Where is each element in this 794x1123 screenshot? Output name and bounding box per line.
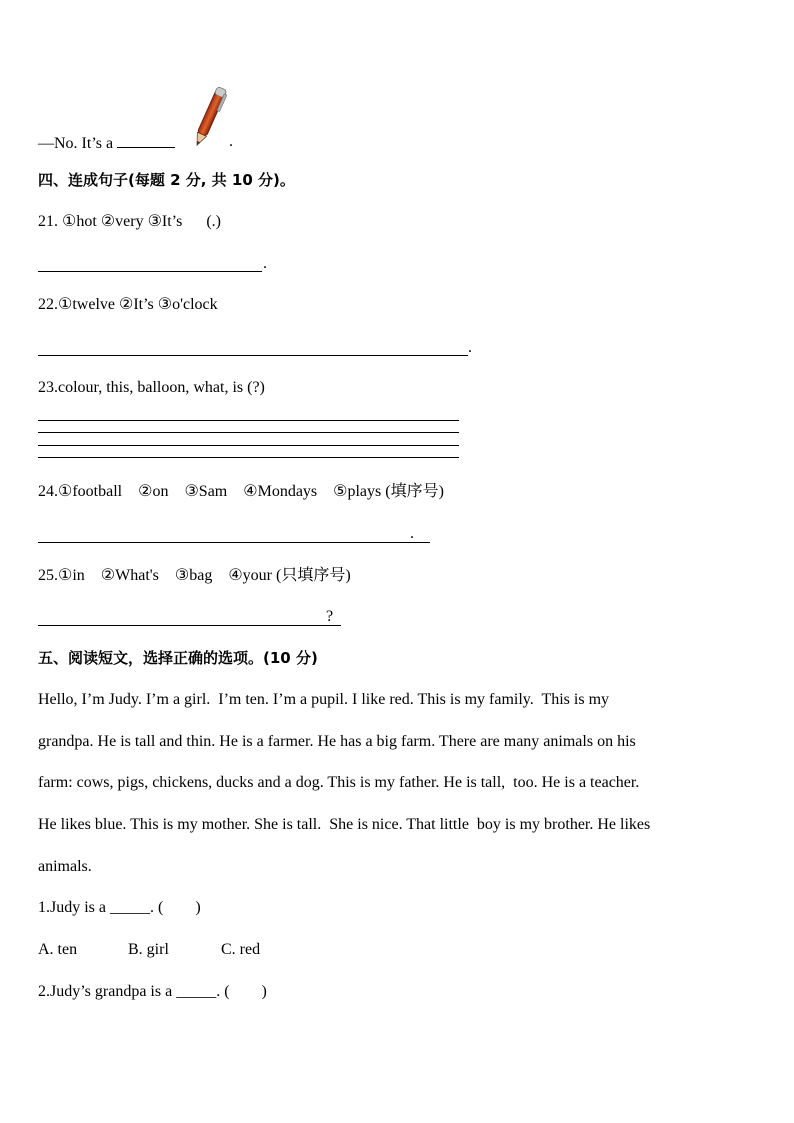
answer-end-22: . [468, 339, 472, 356]
question-21: 21. ①hot ②very ③It’s (.) [38, 213, 222, 230]
option-b[interactable]: B. girl [128, 941, 169, 958]
option-c[interactable]: C. red [221, 941, 261, 958]
answer-end-21: . [263, 255, 267, 272]
section-5-title: 五、阅读短文，选择正确的选项。(10 分) [38, 649, 318, 667]
section-4-title: 四、连成句子(每题 2 分, 共 10 分)。 [38, 171, 295, 189]
passage-line-1: Hello, I’m Judy. I’m a girl. I’m ten. I’m a pupil. I like red. This is my family. This is my [38, 691, 610, 708]
question-2-stem: 2.Judy’s grandpa is a _____. ( ) [38, 983, 267, 1000]
question-25: 25.①in ②What's ③bag ④your (只填序号) [38, 567, 351, 584]
answer-line-23d[interactable] [38, 457, 459, 458]
answer-line-25[interactable] [38, 625, 341, 626]
answer-blank[interactable] [117, 133, 175, 148]
option-a[interactable]: A. ten [38, 941, 78, 958]
passage-line-5: animals. [38, 858, 92, 875]
prompt-prefix: —No. It’s a [38, 135, 114, 152]
answer-line-23c[interactable] [38, 445, 459, 446]
answer-line-23b[interactable] [38, 432, 459, 433]
passage-line-3: farm: cows, pigs, chickens, ducks and a dog. This is my father. He is tall, too. He is a teacher. [38, 774, 640, 791]
answer-line-21[interactable] [38, 271, 262, 272]
prompt-suffix: . [229, 133, 233, 150]
passage-line-4: He likes blue. This is my mother. She is tall. She is nice. That little boy is my brother. He likes [38, 816, 651, 833]
pencil-icon [188, 82, 232, 150]
answer-line-22[interactable] [38, 355, 468, 356]
question-1-stem: 1.Judy is a _____. ( ) [38, 899, 201, 916]
passage-line-2: grandpa. He is tall and thin. He is a farmer. He has a big farm. There are many animals on his [38, 733, 636, 750]
question-22: 22.①twelve ②It’s ③o'clock [38, 296, 218, 313]
question-23: 23.colour, this, balloon, what, is (?) [38, 379, 265, 396]
answer-line-24[interactable] [38, 542, 430, 543]
question-24: 24.①football ②on ③Sam ④Mondays ⑤plays (填序号) [38, 483, 444, 500]
answer-end-24: . [410, 525, 414, 542]
answer-line-23a[interactable] [38, 420, 459, 421]
answer-end-25: ? [326, 608, 334, 625]
prompt-line [38, 133, 175, 154]
